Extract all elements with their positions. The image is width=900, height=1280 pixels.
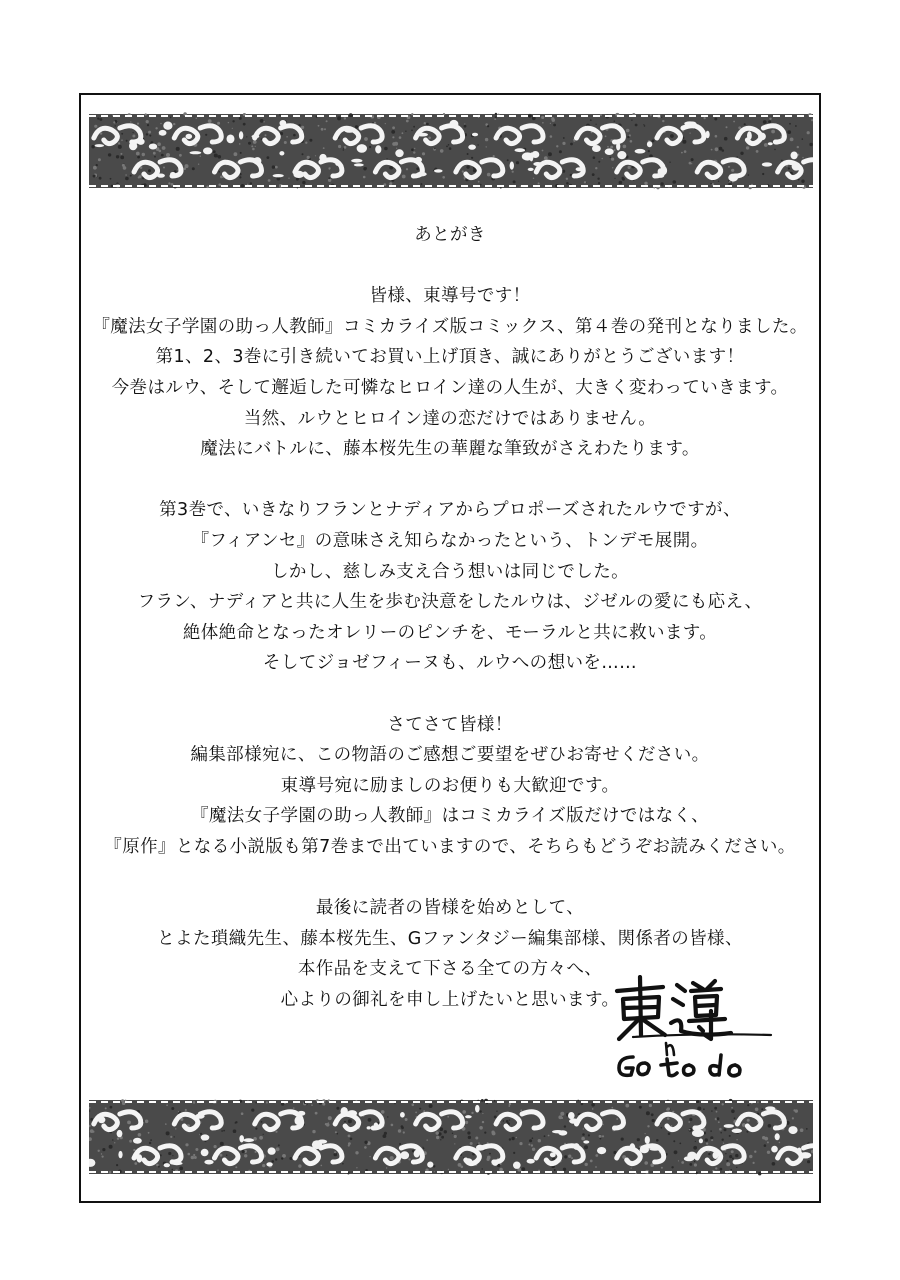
text-line: 『魔法女子学園の助っ人教師』はコミカライズ版だけではなく、 (190, 806, 710, 827)
page-title: あとがき (414, 225, 486, 245)
text-line: 東導号宛に励ましのお便りも大歓迎です。 (280, 775, 620, 796)
handwritten-signature-image (611, 975, 781, 1080)
lace-pattern-top (89, 106, 813, 196)
paragraph-request (81, 710, 819, 863)
text-line: 第1、2、3巻に引き続いてお買い上げ頂き、誠にありがとうございます！ (155, 347, 745, 368)
text-line: 当然、ルウとヒロイン達の恋だけではありません。 (243, 408, 657, 429)
text-line: そしてジョゼフィーヌも、ルウへの想いを…… (262, 653, 638, 674)
paragraph-story (81, 495, 819, 679)
text-line: 皆様、東導号です！ (369, 286, 531, 307)
author-signature (611, 975, 781, 1080)
text-line: 本作品を支えて下さる全ての方々へ、 (297, 959, 603, 980)
text-line: 心よりの御礼を申し上げたいと思います。 (280, 989, 620, 1010)
text-line: 『フィアンセ』の意味さえ知らなかったという、トンデモ展開。 (191, 530, 709, 551)
afterword-body (81, 220, 819, 1046)
text-line: しかし、慈しみ支え合う想いは同じでした。 (271, 561, 629, 582)
afterword-page-frame (79, 93, 821, 1203)
text-line: 第3巻で、いきなりフランとナディアからプロポーズされたルウですが、 (159, 500, 741, 521)
text-line: 絶体絶命となったオレリーのピンチを、モーラルと共に救います。 (182, 622, 718, 643)
top-lace-border (89, 106, 813, 196)
text-line: 『原作』となる小説版も第7巻まで出ていますので、そちらもどうぞお読みください。 (104, 836, 796, 857)
text-line: 編集部様宛に、この物語のご感想ご要望をぜひお寄せください。 (190, 745, 710, 766)
lace-pattern-bottom (89, 1092, 813, 1182)
bottom-lace-border (89, 1092, 813, 1182)
paragraph-greeting (81, 281, 819, 465)
text-line: 魔法にバトルに、藤本桜先生の華麗な筆致がさえわたります。 (200, 439, 700, 460)
text-line: 最後に読者の皆様を始めとして、 (315, 898, 585, 919)
text-line: 『魔法女子学園の助っ人教師』コミカライズ版コミックス、第４巻の発刊となりました。 (92, 316, 808, 337)
text-line: とよた瑣織先生、藤本桜先生、Gファンタジー編集部様、関係者の皆様、 (157, 928, 743, 949)
text-line: 今巻はルウ、そして邂逅した可憐なヒロイン達の人生が、大きく変わっていきます。 (111, 377, 789, 398)
text-line: フラン、ナディアと共に人生を歩む決意をしたルウは、ジゼルの愛にも応え、 (137, 592, 763, 613)
text-line: さてさて皆様！ (387, 714, 513, 735)
